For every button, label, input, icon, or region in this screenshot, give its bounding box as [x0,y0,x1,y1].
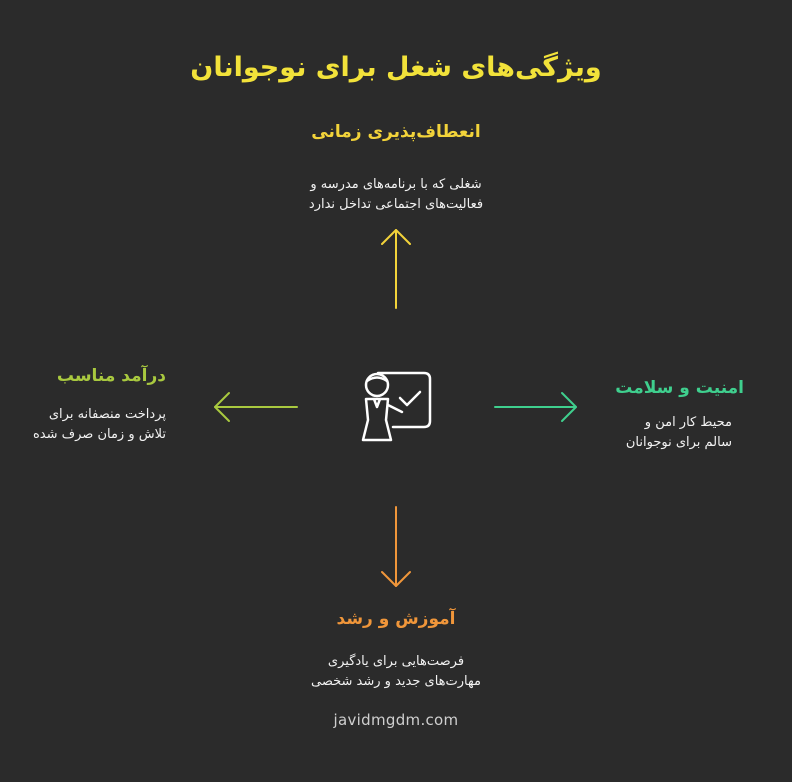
bottom-description-line-1: فرصت‌هایی برای یادگیری [327,654,465,669]
bottom-heading: آموزش و رشد [336,609,456,629]
page-title: ویژگی‌های شغل برای نوجوانان [190,52,602,83]
left-description-line-1: پرداخت منصفانه برای [48,407,166,422]
right-description-line-1: محیط کار امن و [644,415,732,430]
teacher-at-board-icon [363,373,430,440]
top-description-line-2: فعالیت‌های اجتماعی تداخل ندارد [308,197,484,212]
footer-website: javidmgdm.com [333,711,459,729]
arrow-up-icon [382,230,410,308]
top-description-line-1: شغلی که با برنامه‌های مدرسه و [310,177,482,192]
right-description-line-2: سالم برای نوجوانان [625,435,732,450]
bottom-description-line-2: مهارت‌های جدید و رشد شخصی [311,674,481,689]
arrow-left-icon [215,393,297,421]
right-heading: امنیت و سلامت [615,378,744,398]
left-description-line-2: تلاش و زمان صرف شده [32,427,166,442]
arrow-down-icon [382,507,410,586]
top-heading: انعطاف‌پذیری زمانی [311,122,481,142]
left-heading: درآمد مناسب [56,366,166,386]
arrow-right-icon [495,393,576,421]
